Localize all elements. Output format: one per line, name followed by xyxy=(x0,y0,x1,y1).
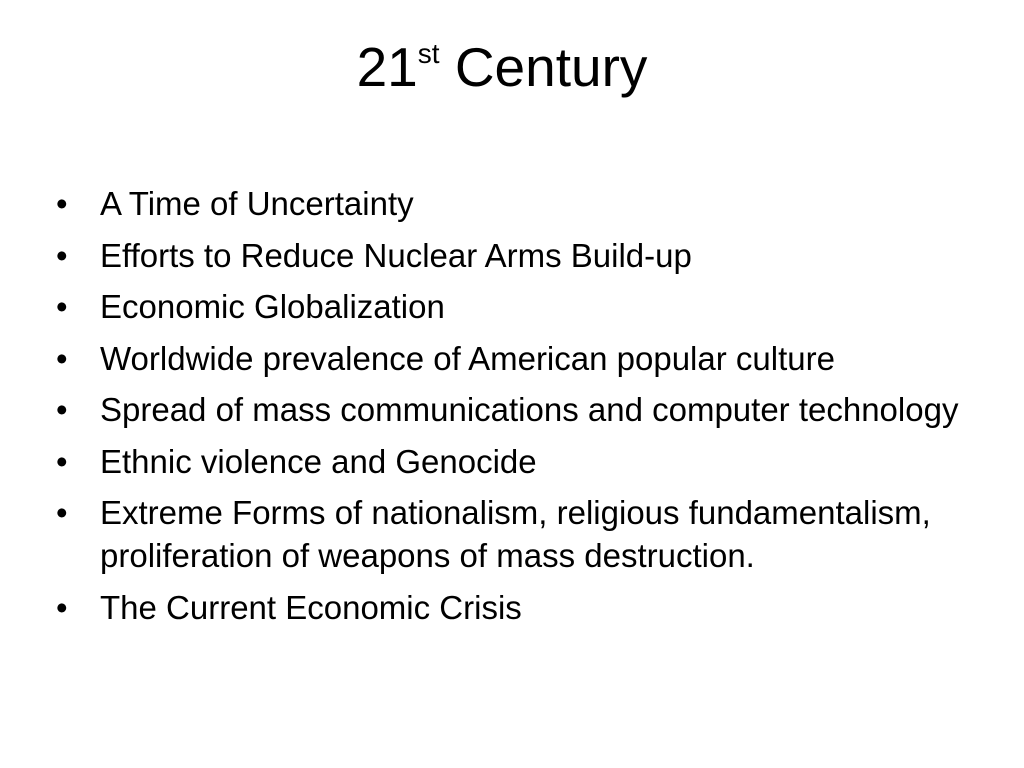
bullet-text: Extreme Forms of nationalism, religious fundamentalism, proliferation of weapons of mass destruction. xyxy=(100,494,931,574)
bullet-text: The Current Economic Crisis xyxy=(100,588,522,626)
bullet-icon: • xyxy=(56,236,68,274)
bullet-item xyxy=(56,337,1006,380)
bullet-text: Worldwide prevalence of American popular culture xyxy=(100,339,835,377)
bullet-text: Spread of mass communications and computer technology xyxy=(100,391,959,428)
bullet-item xyxy=(56,182,1006,225)
slide-title-superscript: st xyxy=(417,37,440,69)
bullet-item xyxy=(56,285,1006,328)
bullet-icon: • xyxy=(56,391,68,428)
bullet-item xyxy=(56,491,1006,577)
bullet-item xyxy=(56,234,1006,277)
bullet-icon: • xyxy=(56,494,68,531)
bullet-icon: • xyxy=(56,288,68,325)
bullet-text: Economic Globalization xyxy=(100,288,445,325)
bullet-text: Ethnic violence and Genocide xyxy=(100,442,537,480)
bullet-item xyxy=(56,586,1006,629)
slide-title-base: 21 xyxy=(356,36,418,98)
slide-title-rest: Century xyxy=(439,36,648,98)
bullet-icon: • xyxy=(56,185,68,222)
bullet-icon: • xyxy=(56,442,68,480)
bullet-text: Efforts to Reduce Nuclear Arms Build-up xyxy=(100,236,692,274)
bullet-item xyxy=(56,388,1006,431)
bullet-list xyxy=(56,182,1006,637)
bullet-icon: • xyxy=(56,588,68,626)
bullet-item xyxy=(56,440,1006,483)
bullet-text: A Time of Uncertainty xyxy=(100,185,414,222)
slide-title xyxy=(0,26,1004,108)
bullet-icon: • xyxy=(56,339,68,377)
